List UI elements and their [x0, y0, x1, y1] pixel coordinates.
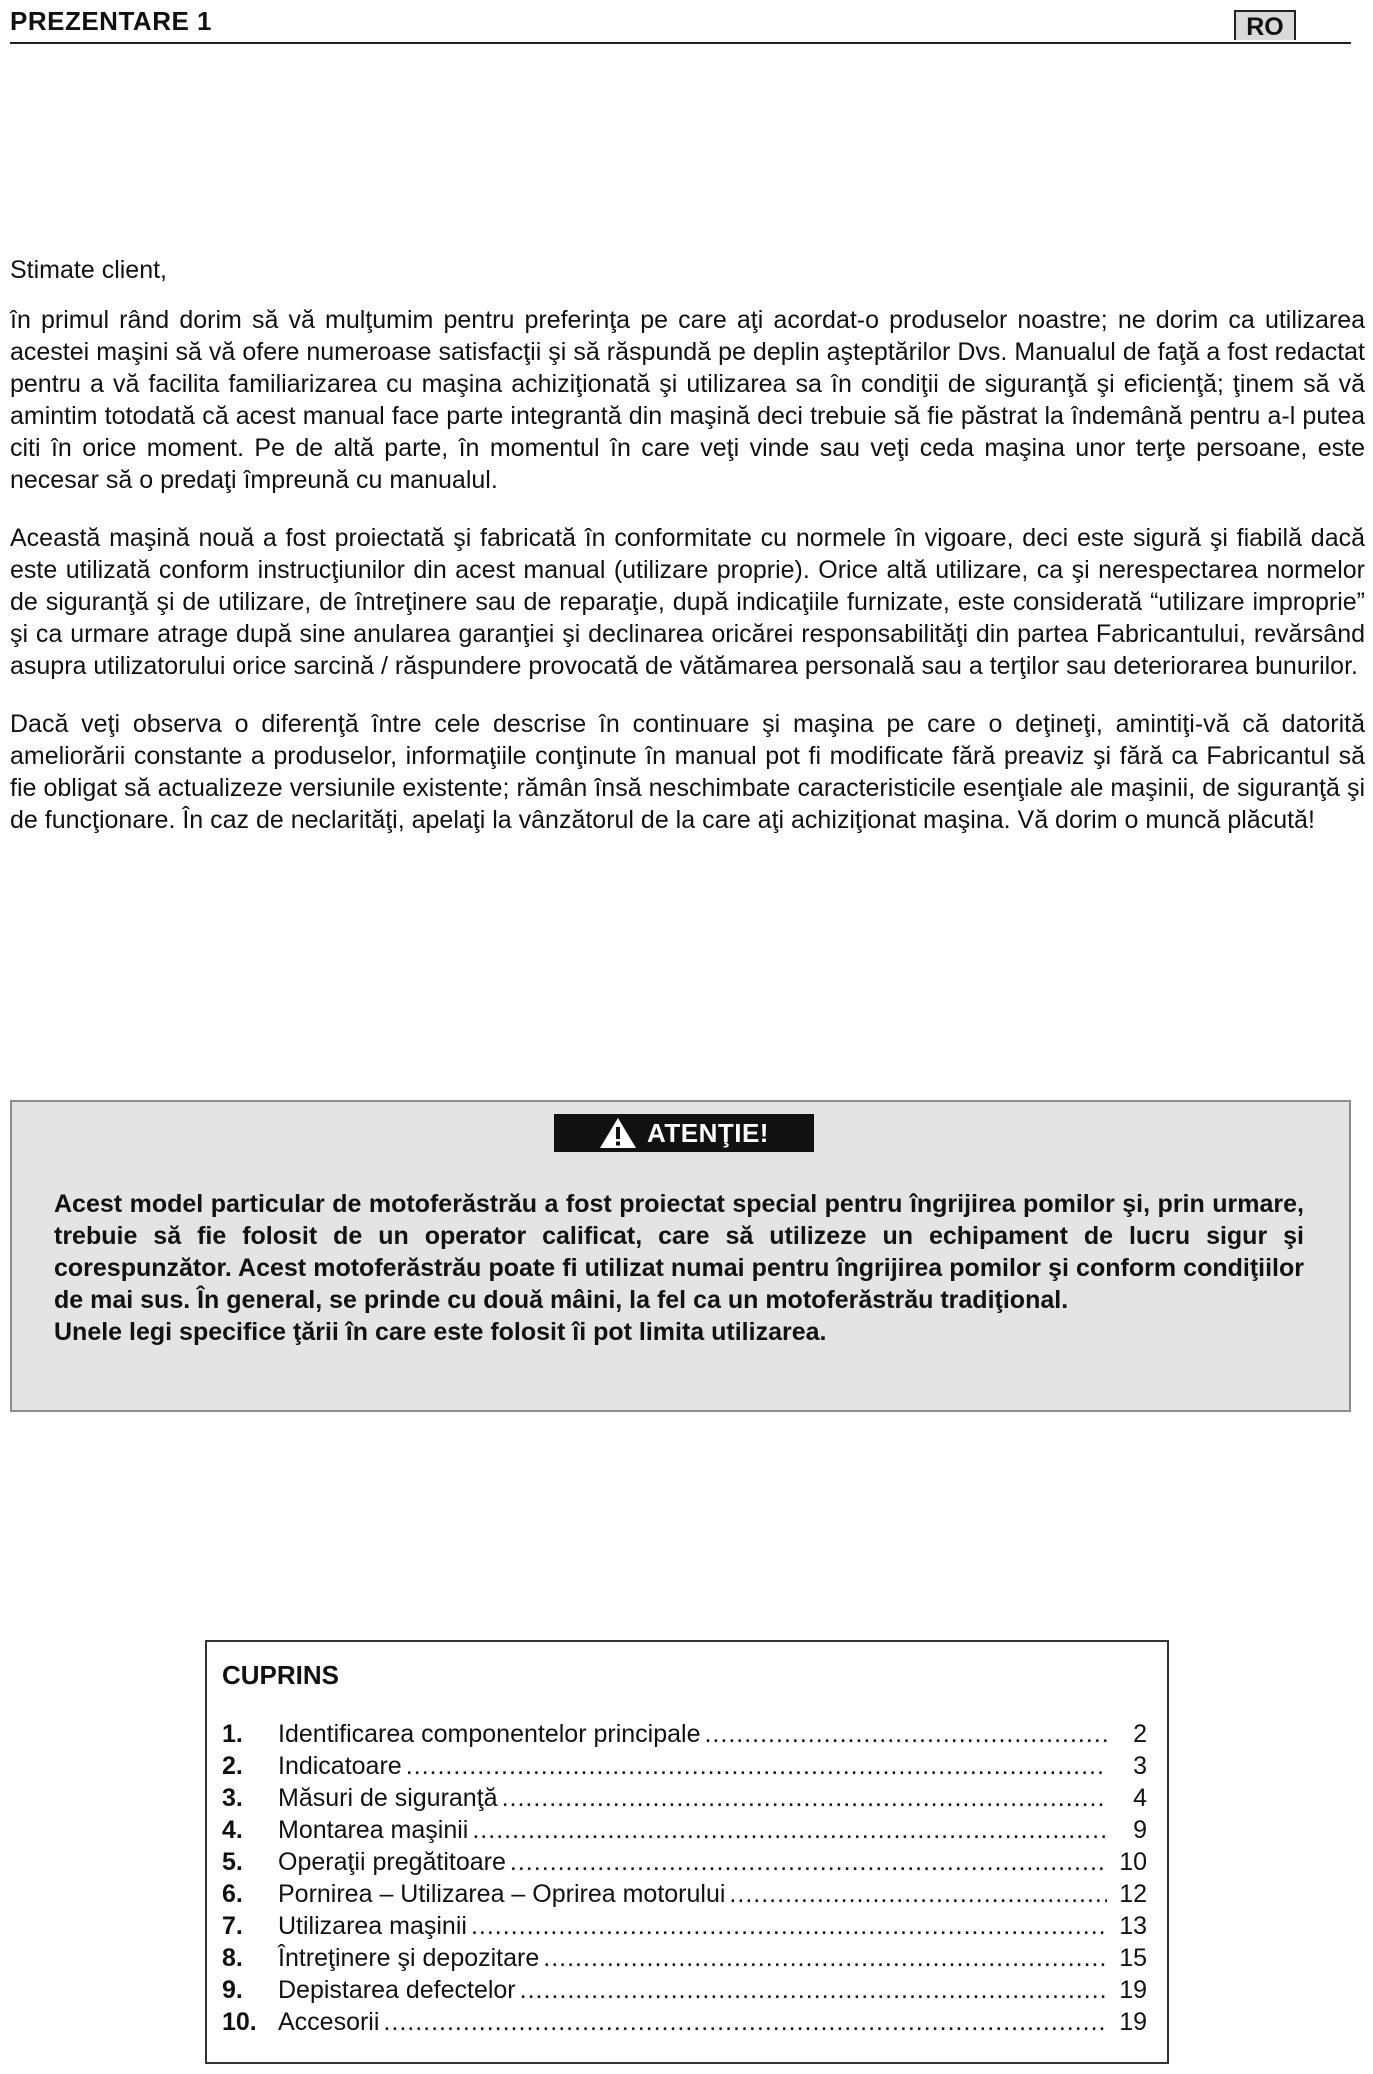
toc-leader-dots: [543, 1942, 1107, 1974]
toc-item-number: 2.: [222, 1752, 243, 1780]
toc-item-page: 3: [1133, 1752, 1147, 1780]
warning-text: [54, 1188, 1304, 1348]
toc-leader-dots: [510, 1846, 1107, 1878]
toc-item-label: Întreţinere şi depozitare: [278, 1944, 540, 1972]
toc-item[interactable]: [222, 1878, 1147, 1910]
toc-item-label: Indicatoare: [278, 1752, 402, 1780]
toc-item-label: Montarea maşinii: [278, 1816, 469, 1844]
toc-leader-dots: [704, 1718, 1107, 1750]
toc-item-page: 9: [1133, 1816, 1147, 1844]
toc-item[interactable]: [222, 1750, 1147, 1782]
toc-leader-dots: [520, 1974, 1107, 2006]
toc-item[interactable]: [222, 1942, 1147, 1974]
toc-item-number: 4.: [222, 1816, 243, 1844]
toc-item-label: Accesorii: [278, 2008, 380, 2036]
toc-item-number: 8.: [222, 1944, 243, 1972]
toc-item-number: 1.: [222, 1720, 243, 1748]
warning-paragraph-2: Unele legi specifice ţării în care este folosit îi pot limita utilizarea.: [54, 1318, 827, 1346]
greeting: Stimate client,: [10, 256, 168, 284]
toc-item-page: 19: [1119, 1976, 1147, 2004]
warning-title: ATENŢIE!: [647, 1117, 769, 1148]
toc-item-page: 19: [1119, 2008, 1147, 2036]
warning-box: [10, 1100, 1351, 1412]
section-title: PREZENTARE 1: [10, 6, 212, 36]
toc-item-page: 12: [1119, 1880, 1147, 1908]
toc-item[interactable]: [222, 1846, 1147, 1878]
toc-item-label: Utilizarea maşinii: [278, 1912, 467, 1940]
toc-item-number: 6.: [222, 1880, 243, 1908]
toc-title: CUPRINS: [222, 1660, 340, 1690]
page-header: [10, 6, 1351, 44]
warning-header: [554, 1114, 814, 1152]
warning-triangle-icon: [599, 1117, 637, 1149]
toc-item-label: Măsuri de siguranţă: [278, 1784, 498, 1812]
toc-leader-dots: [471, 1910, 1107, 1942]
toc-leader-dots: [502, 1782, 1107, 1814]
toc-item-number: 3.: [222, 1784, 243, 1812]
toc-item-number: 10.: [222, 2008, 257, 2036]
toc-item[interactable]: [222, 1782, 1147, 1814]
toc-item-number: 5.: [222, 1848, 243, 1876]
toc-item-label: Operaţii pregătitoare: [278, 1848, 506, 1876]
toc-item-label: Depistarea defectelor: [278, 1976, 516, 2004]
toc-leader-dots: [406, 1750, 1107, 1782]
toc-item[interactable]: [222, 1718, 1147, 1750]
toc-item-number: 9.: [222, 1976, 243, 2004]
intro-paragraph-1: în primul rând dorim să vă mulţumim pentru preferinţa pe care aţi acordat-o produselor noastre; ne dorim ca utilizarea acestei maşini să vă ofere numeroase satisfacţii şi să răspundă pe deplin aşteptărilor Dvs. Manualul de faţă a fost redactat pentru a vă facilita familiarizarea cu maşina achiziţionată şi utilizarea sa în condiţii de siguranţă şi eficienţă; ţinem să vă amintim totodată că acest manual face parte integrantă din maşină deci trebuie să fie păstrat la îndemână pentru a-l putea citi în orice moment. Pe de altă parte, în momentul în care veţi vinde sau veţi ceda maşina unor terţe persoane, este necesar să o predaţi împreună cu manualul.: [10, 306, 1365, 494]
toc-item-label: Identificarea componentelor principale: [278, 1720, 701, 1748]
toc-leader-dots: [383, 2006, 1107, 2038]
toc-item[interactable]: [222, 1974, 1147, 2006]
language-tab: RO: [1234, 10, 1296, 40]
intro-paragraph-3: Dacă veţi observa o diferenţă între cele descrise în continuare şi maşina pe care o deţineţi, amintiţi-vă că datorită ameliorării constante a produselor, informaţiile conţinute în manual pot fi modificate fără preaviz şi fără ca Fabricantul să fie obligat să actualizeze versiunile existente; rămân însă neschimbate caracteristicile esenţiale ale maşinii, de siguranţă şi de funcţionare. În caz de neclarităţi, apelaţi la vânzătorul de la care aţi achiziţionat maşina. Vă dorim o muncă plăcută!: [10, 710, 1365, 834]
toc-item-page: 4: [1133, 1784, 1147, 1812]
warning-paragraph: Acest model particular de motoferăstrău a fost proiectat special pentru îngrijirea pomilor şi, prin urmare, trebuie să fie folosit de un operator calificat, care să utilizeze un echipament de lucru sigur şi corespunzător. Acest motoferăstrău poate fi utilizat numai pentru îngrijirea pomilor şi conform condiţiilor de mai sus. În general, se prinde cu două mâini, la fel ca un motoferăstrău tradiţional.: [54, 1190, 1304, 1314]
toc-leader-dots: [729, 1878, 1107, 1910]
toc-item-number: 7.: [222, 1912, 243, 1940]
toc-item[interactable]: [222, 2006, 1147, 2038]
toc-item-page: 10: [1119, 1848, 1147, 1876]
toc-item-page: 13: [1119, 1912, 1147, 1940]
toc-leader-dots: [472, 1814, 1107, 1846]
toc-list: [222, 1718, 1147, 2038]
toc-item[interactable]: [222, 1814, 1147, 1846]
toc-item-page: 2: [1133, 1720, 1147, 1748]
toc-item-label: Pornirea – Utilizarea – Oprirea motorului: [278, 1880, 726, 1908]
table-of-contents: [205, 1640, 1169, 2064]
toc-item[interactable]: [222, 1910, 1147, 1942]
intro-section: [10, 254, 1365, 862]
intro-paragraph-2: Această maşină nouă a fost proiectată şi fabricată în conformitate cu normele în vigoare, deci este sigură şi fiabilă dacă este utilizată conform instrucţiunilor din acest manual (utilizare proprie). Orice altă utilizare, ca şi nerespectarea normelor de siguranţă şi de utilizare, de întreţinere sau de reparaţie, după indicaţiile furnizate, este considerată “utilizare improprie” şi ca urmare atrage după sine anularea garanţiei şi declinarea oricărei responsabilităţi din partea Fabricantului, revărsând asupra utilizatorului orice sarcină / răspundere provocată de vătămarea personală sau a terţilor sau deteriorarea bunurilor.: [10, 524, 1365, 680]
toc-item-page: 15: [1119, 1944, 1147, 1972]
